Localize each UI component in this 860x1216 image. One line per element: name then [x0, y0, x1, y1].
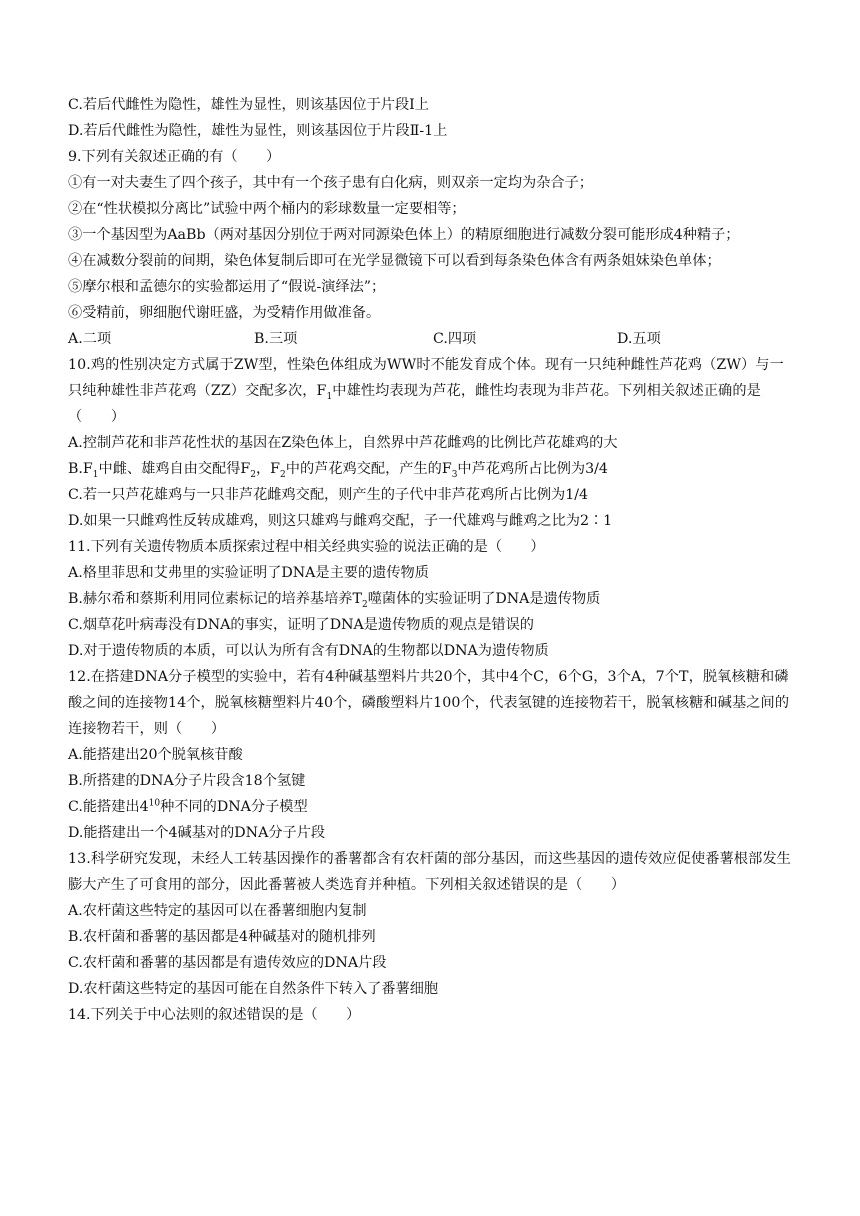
q9-option-d: D.五项: [617, 331, 661, 347]
q9-option-c: C.四项: [433, 331, 477, 347]
q9-item-6: ⑥受精前，卵细胞代谢旺盛，为受精作用做准备。: [68, 305, 381, 321]
q9-item-5: ⑤摩尔根和孟德尔的实验都运用了“假说-演绎法”；: [68, 279, 386, 295]
q13-option-a: A.农杆菌这些特定的基因可以在番薯细胞内复制: [68, 903, 367, 919]
exam-page: [68, 92, 796, 1028]
q10-stem: 10.鸡的性别决定方式属于ZW型，性染色体组成为WW时不能发育成个体。现有一只纯种雌性芦花鸡（ZW）与一只纯种雄性非芦花鸡（ZZ）交配多次，$F_1$中雄性均表现为芦花，雌性均表现为非芦花。下列相关叙述正确的是（ ）: [68, 357, 784, 425]
q12-option-d: D.能搭建出一个4碱基对的DNA分子片段: [68, 825, 326, 841]
q10-option-d: D.如果一只雌鸡性反转成雄鸡，则这只雄鸡与雌鸡交配，子一代雄鸡与雌鸡之比为2∶1: [68, 513, 613, 529]
q9-item-2: ②在“性状模拟分离比”试验中两个桶内的彩球数量一定要相等；: [68, 201, 466, 217]
q11-option-d: D.对于遗传物质的本质，可以认为所有含有DNA的生物都以DNA为遗传物质: [68, 643, 549, 659]
q13-option-b: B.农杆菌和番薯的基因都是4种碱基对的随机排列: [68, 929, 376, 945]
q11-option-c: C.烟草花叶病毒没有DNA的事实，证明了DNA是遗传物质的观点是错误的: [68, 617, 534, 633]
q13-option-d: D.农杆菌这些特定的基因可能在自然条件下转入了番薯细胞: [68, 981, 439, 997]
q14-stem: 14.下列关于中心法则的叙述错误的是（ ）: [68, 1007, 361, 1023]
q11-option-a: A.格里菲思和艾弗里的实验证明了DNA是主要的遗传物质: [68, 565, 429, 581]
q11-option-b: B.赫尔希和蔡斯利用同位素标记的培养基培养$T_2$噬菌体的实验证明了DNA是遗传物质: [68, 591, 601, 610]
q12-option-b: B.所搭建的DNA分子片段含18个氢键: [68, 773, 306, 789]
q10-option-b: $B.F_1$中雌、雄鸡自由交配得$F_2$，$F_2$中的芦花鸡交配，产生的$F_3$中芦花鸡所占比例为3/4: [68, 461, 608, 480]
q13-stem: 13.科学研究发现，未经人工转基因操作的番薯都含有农杆菌的部分基因，而这些基因的遗传效应促使番薯根部发生膨大产生了可食用的部分，因此番薯被人类选育并种植。下列相关叙述错误的是（ ）: [68, 851, 791, 893]
q13-option-c: C.农杆菌和番薯的基因都是有遗传效应的DNA片段: [68, 955, 387, 971]
q9-option-a: A.二项: [68, 331, 112, 347]
q9-item-1: ①有一对夫妻生了四个孩子，其中有一个孩子患有白化病，则双亲一定均为杂合子；: [68, 175, 593, 191]
q8-option-d: D.若后代雌性为隐性，雄性为显性，则该基因位于片段Ⅱ-1上: [68, 123, 448, 139]
q10-option-c: C.若一只芦花雄鸡与一只非芦花雌鸡交配，则产生的子代中非芦花鸡所占比例为1/4: [68, 487, 589, 503]
q12-option-a: A.能搭建出20个脱氧核苷酸: [68, 747, 243, 763]
q11-stem: 11.下列有关遗传物质本质探索过程中相关经典实验的说法正确的是（ ）: [68, 539, 545, 555]
q9-item-3: ③一个基因型为AaBb（两对基因分别位于两对同源染色体上）的精原细胞进行减数分裂可能形成4种精子；: [68, 227, 740, 243]
q9-stem: 9.下列有关叙述正确的有（ ）: [68, 149, 281, 165]
q9-options: [68, 326, 796, 352]
q12-option-c: C.能搭建出$4^{10}$种不同的DNA分子模型: [68, 798, 308, 815]
q12-stem: 12.在搭建DNA分子模型的实验中，若有4种碱基塑料片共20个，其中4个C，6个G，3个A，7个T，脱氧核糖和磷酸之间的连接物14个，脱氧核糖塑料片40个，磷酸塑料片100个，代表氢键的连接物若干，脱氧核糖和碱基之间的连接物若干，则（ ）: [68, 669, 790, 737]
q8-option-c: C.若后代雌性为隐性，雄性为显性，则该基因位于片段Ⅰ上: [68, 97, 429, 113]
q10-option-a: A.控制芦花和非芦花性状的基因在Z染色体上，自然界中芦花雌鸡的比例比芦花雄鸡的大: [68, 435, 618, 451]
q9-item-4: ④在减数分裂前的间期，染色体复制后即可在光学显微镜下可以看到每条染色体含有两条姐妹染色单体；: [68, 253, 721, 269]
q9-option-b: B.三项: [254, 331, 298, 347]
